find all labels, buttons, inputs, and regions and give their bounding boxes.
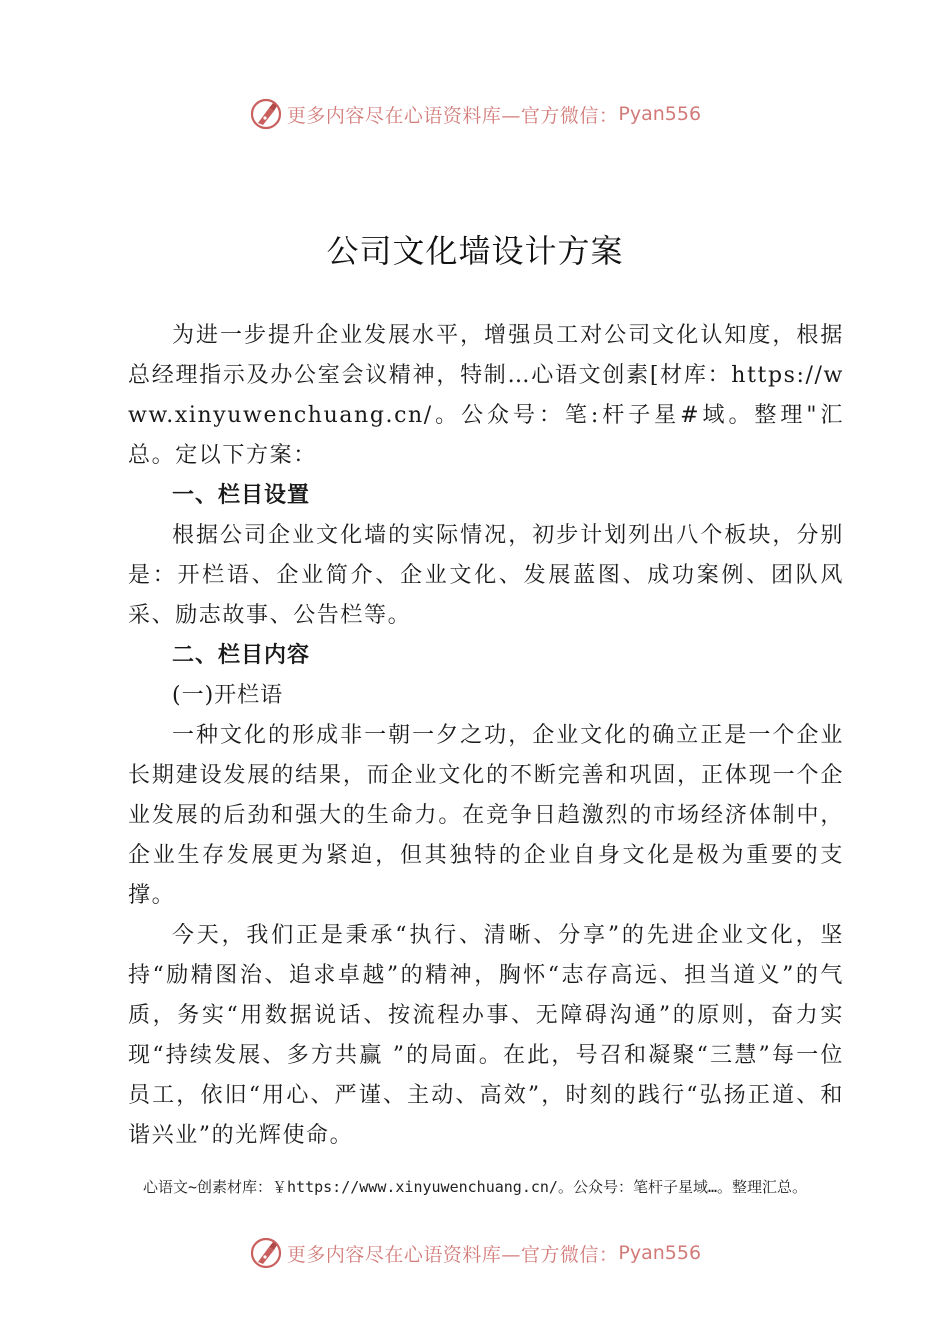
opening-paragraph-2: 今天，我们正是秉承“执行、清晰、分享”的先进企业文化，坚持“励精图治、追求卓越”的精神，胸怀“志存高远、担当道义”的气质，务实“用数据说话、按流程办事、无障碍沟通”的原则，奋力实现“持续发展、多方共赢 ”的局面。在此，号召和凝聚“三慧”每一位员工，依旧“用心、严谨、主动、高效”，时刻的践行“弘扬正道、和谐兴业”的光辉使命。 bbox=[128, 923, 844, 1148]
intro-paragraph: 为进一步提升企业发展水平，增强员工对公司文化认知度，根据总经理指示及办公室会议精神，特制…心语文创素[材库：https://www.xinyuwenchuang.cn/。公众号：笔:杆子星#域。整理"汇总。定以下方案： bbox=[128, 323, 844, 468]
pen-nib-logo-icon bbox=[249, 1236, 283, 1270]
footer-watermark-banner bbox=[0, 1233, 950, 1273]
banner-wechat-id: Pyan556 bbox=[618, 1242, 702, 1264]
document-title: 公司文化墙设计方案 bbox=[326, 232, 624, 270]
section-heading-2: 二、栏目内容 bbox=[172, 643, 311, 668]
opening-paragraph-1: 一种文化的形成非一朝一夕之功，企业文化的确立正是一个企业长期建设发展的结果，而企业文化的不断完善和巩固，正体现一个企业发展的后劲和强大的生命力。在竞争日趋激烈的市场经济体制中，企业生存发展更为紧迫，但其独特的企业自身文化是极为重要的支撑。 bbox=[128, 723, 844, 908]
document-body bbox=[128, 316, 844, 1156]
subsection-heading-1: (一)开栏语 bbox=[172, 683, 284, 708]
section-heading-1: 一、栏目设置 bbox=[172, 483, 311, 508]
banner-wechat-id: Pyan556 bbox=[618, 103, 702, 125]
source-footnote: 心语文~创素材库：￥https://www.xinyuwenchuang.cn/。公众号：笔杆子星域…。整理汇总。 bbox=[143, 1178, 807, 1196]
header-watermark-banner bbox=[0, 94, 950, 134]
pen-nib-logo-icon bbox=[249, 97, 283, 131]
banner-text: 更多内容尽在心语资料库—官方微信： bbox=[286, 1243, 619, 1266]
banner-text: 更多内容尽在心语资料库—官方微信： bbox=[286, 104, 619, 127]
section1-paragraph: 根据公司企业文化墙的实际情况，初步计划列出八个板块，分别是：开栏语、企业简介、企业文化、发展蓝图、成功案例、团队风采、励志故事、公告栏等。 bbox=[128, 523, 844, 628]
